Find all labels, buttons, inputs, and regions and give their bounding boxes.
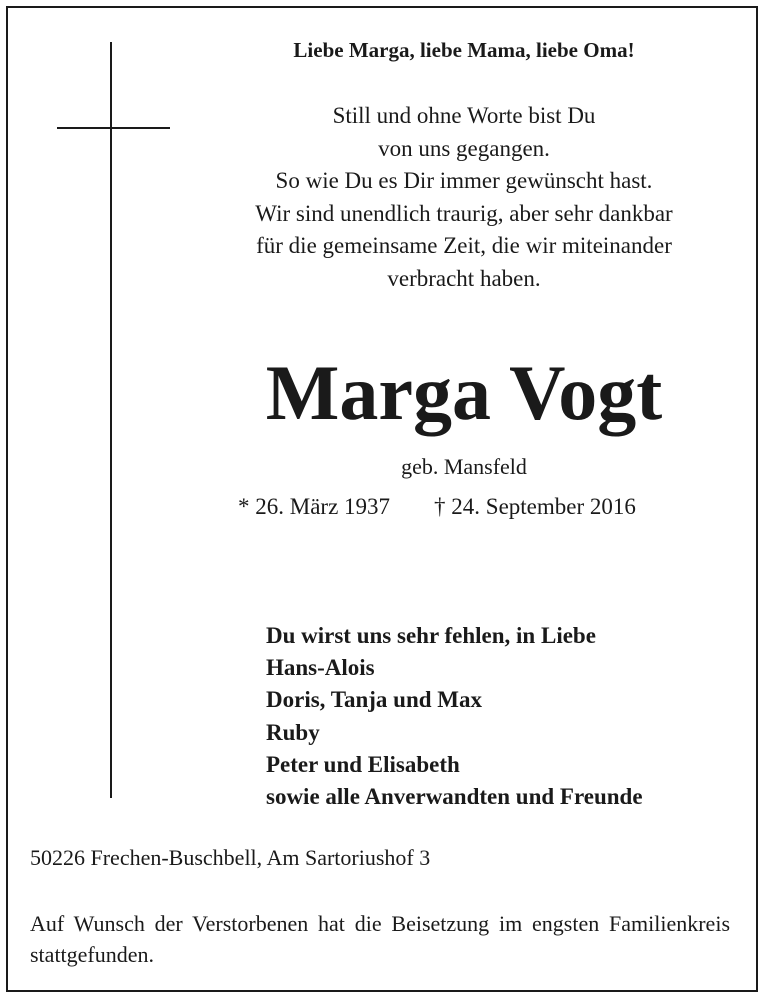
mourner-line: Du wirst uns sehr fehlen, in Liebe bbox=[266, 623, 596, 648]
maiden-name: geb. Mansfeld bbox=[401, 454, 527, 479]
mourner-line: Doris, Tanja und Max bbox=[266, 687, 483, 713]
burial-note: Auf Wunsch der Verstorbenen hat die Beisetzung im engsten Familienkreis stattgefunden. bbox=[30, 911, 730, 967]
poem-line: von uns gegangen. bbox=[378, 135, 550, 161]
cross-icon-horizontal bbox=[57, 127, 170, 129]
deceased-name: Marga Vogt bbox=[265, 349, 663, 436]
life-dates bbox=[238, 494, 636, 520]
poem-line: für die gemeinsame Zeit, die wir miteinander bbox=[256, 233, 672, 258]
mourner-line: Ruby bbox=[266, 719, 320, 745]
mourner-line: sowie alle Anverwandten und Freunde bbox=[266, 784, 643, 810]
mourner-line: Hans-Alois bbox=[266, 655, 375, 681]
cross-icon-vertical bbox=[110, 42, 112, 798]
poem-line: Still und ohne Worte bist Du bbox=[332, 103, 596, 128]
salutation: Liebe Marga, liebe Mama, liebe Oma! bbox=[293, 38, 635, 62]
mourners-list bbox=[266, 620, 643, 813]
poem-line: verbracht haben. bbox=[387, 265, 541, 291]
poem-line: So wie Du es Dir immer gewünscht hast. bbox=[275, 168, 653, 193]
mourner-line: Peter und Elisabeth bbox=[266, 751, 460, 777]
death-date: † 24. September 2016 bbox=[434, 494, 636, 519]
address: 50226 Frechen-Buschbell, Am Sartoriushof 3 bbox=[30, 845, 431, 870]
poem-line: Wir sind unendlich traurig, aber sehr dankbar bbox=[255, 200, 673, 226]
birth-date: * 26. März 1937 bbox=[238, 494, 391, 519]
poem bbox=[190, 100, 738, 295]
